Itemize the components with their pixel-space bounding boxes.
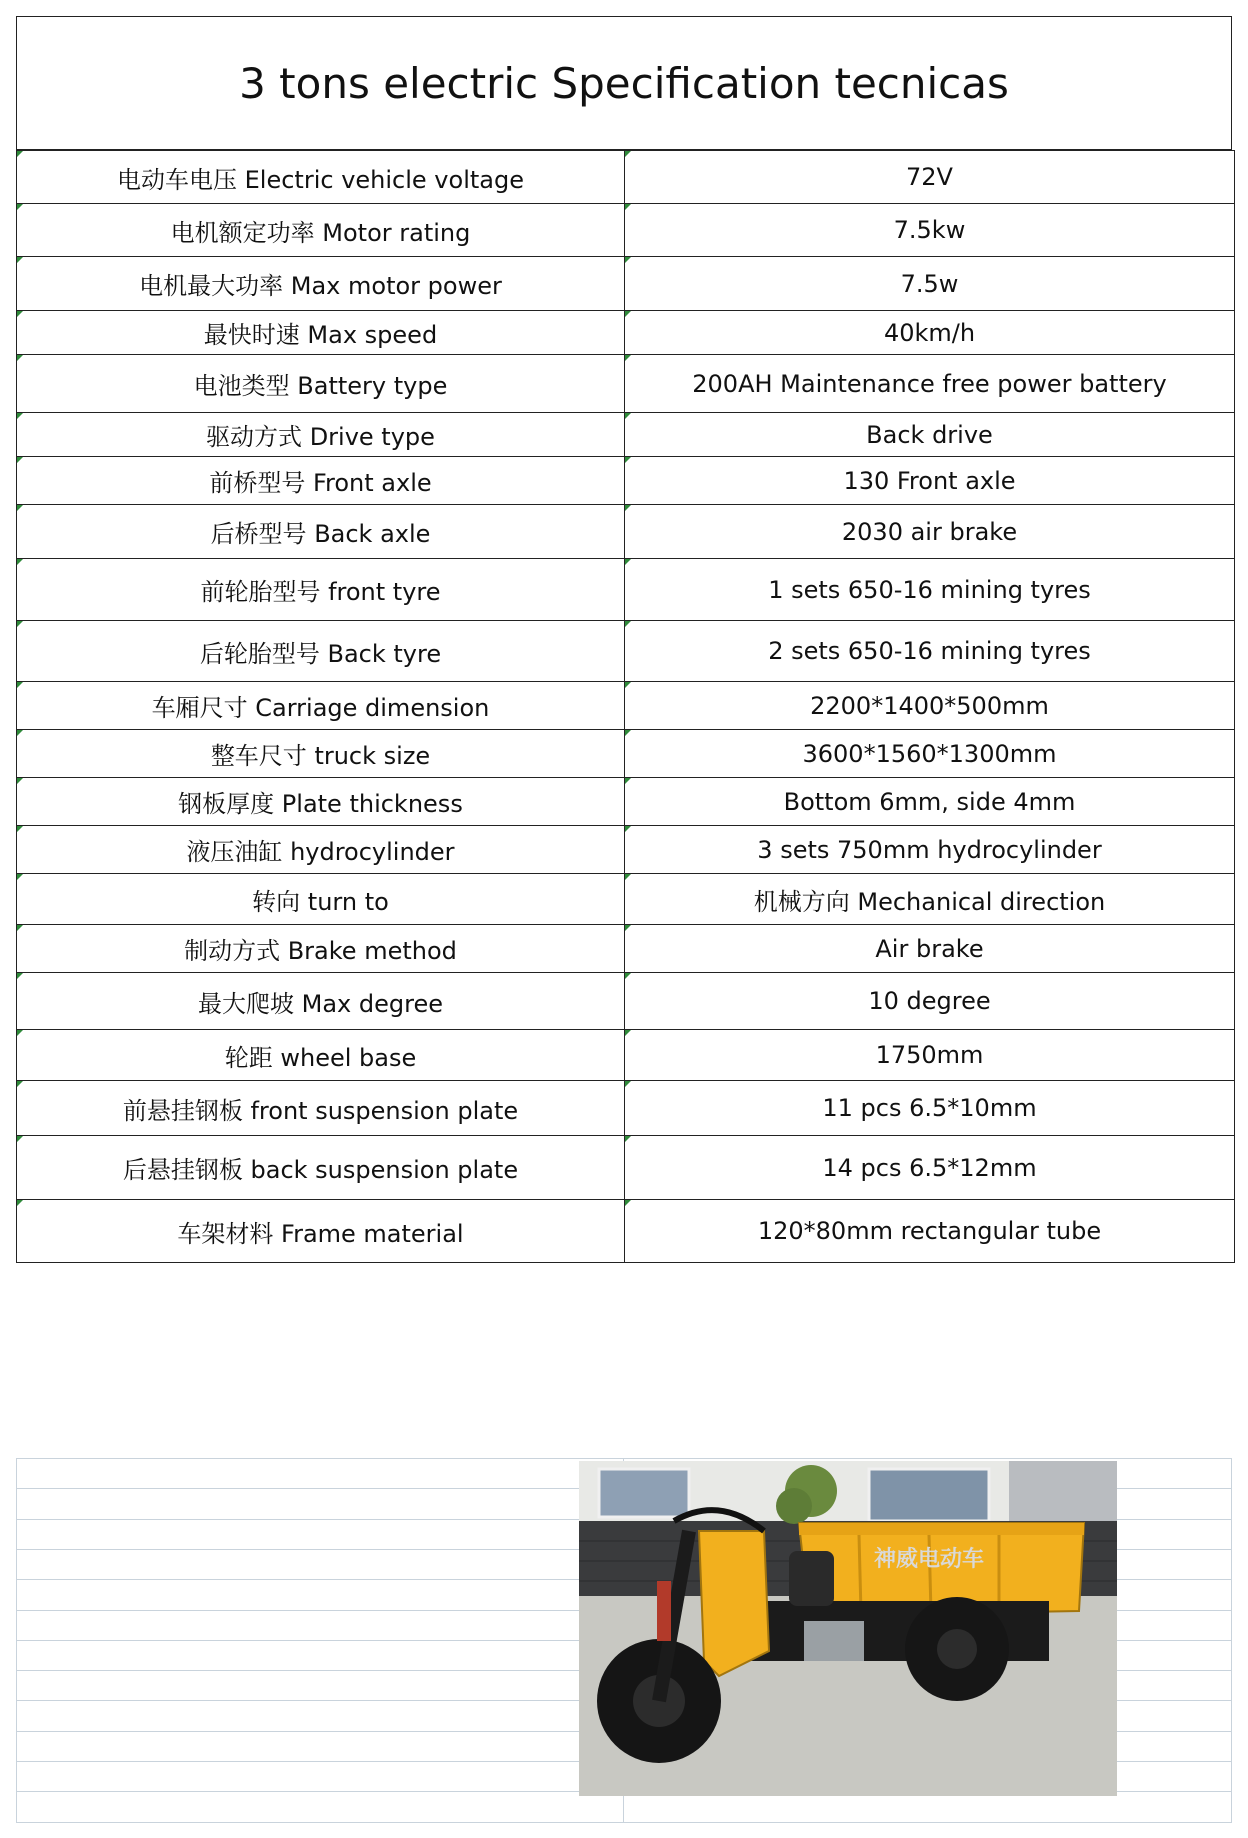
spec-value: 2030 air brake: [625, 505, 1235, 559]
spec-label: 后悬挂钢板 back suspension plate: [17, 1136, 625, 1200]
spec-value: 2200*1400*500mm: [625, 682, 1235, 730]
truck-body-text: 神威电动车: [873, 1547, 985, 1572]
spec-row: [17, 505, 1235, 559]
spec-value: 11 pcs 6.5*10mm: [625, 1081, 1235, 1136]
spec-label: 后轮胎型号 Back tyre: [17, 621, 625, 682]
spec-label: 电机最大功率 Max motor power: [17, 257, 625, 311]
spec-value: 机械方向 Mechanical direction: [625, 874, 1235, 925]
spec-row: [17, 973, 1235, 1030]
spec-value: 10 degree: [625, 973, 1235, 1030]
spec-row: [17, 457, 1235, 505]
spec-value: 1750mm: [625, 1030, 1235, 1081]
spec-row: [17, 311, 1235, 355]
spec-value: 1 sets 650-16 mining tyres: [625, 559, 1235, 621]
spec-label: 电机额定功率 Motor rating: [17, 204, 625, 257]
spec-label: 制动方式 Brake method: [17, 925, 625, 973]
spec-value: Air brake: [625, 925, 1235, 973]
spec-label: 转向 turn to: [17, 874, 625, 925]
spec-value: Back drive: [625, 413, 1235, 457]
spec-label: 电池类型 Battery type: [17, 355, 625, 413]
spec-row: [17, 559, 1235, 621]
spec-row: [17, 826, 1235, 874]
spec-label: 前桥型号 Front axle: [17, 457, 625, 505]
spec-row: [17, 151, 1235, 204]
spec-label: 驱动方式 Drive type: [17, 413, 625, 457]
spec-row: [17, 204, 1235, 257]
spec-label: 车厢尺寸 Carriage dimension: [17, 682, 625, 730]
grid-line: [16, 1458, 1232, 1459]
spec-label: 电动车电压 Electric vehicle voltage: [17, 151, 625, 204]
spec-row: [17, 874, 1235, 925]
spec-label: 整车尺寸 truck size: [17, 730, 625, 778]
spec-value: 3600*1560*1300mm: [625, 730, 1235, 778]
spec-row: [17, 1136, 1235, 1200]
spec-label: 液压油缸 hydrocylinder: [17, 826, 625, 874]
sheet-title: 3 tons electric Specification tecnicas: [16, 16, 1232, 150]
spec-value: 40km/h: [625, 311, 1235, 355]
electric-tricycle-dump-truck-image: [579, 1461, 1117, 1796]
spec-value: 72V: [625, 151, 1235, 204]
spec-row: [17, 355, 1235, 413]
spec-label: 钢板厚度 Plate thickness: [17, 778, 625, 826]
spec-label: 前轮胎型号 front tyre: [17, 559, 625, 621]
spec-value: 200AH Maintenance free power battery: [625, 355, 1235, 413]
spec-row: [17, 1081, 1235, 1136]
product-photo: [579, 1461, 1117, 1796]
spec-label: 最大爬坡 Max degree: [17, 973, 625, 1030]
spec-label: 轮距 wheel base: [17, 1030, 625, 1081]
grid-line: [16, 1822, 1232, 1823]
spec-value: 120*80mm rectangular tube: [625, 1200, 1235, 1263]
spec-row: [17, 925, 1235, 973]
spec-row: [17, 778, 1235, 826]
spec-value: 7.5kw: [625, 204, 1235, 257]
spec-row: [17, 1200, 1235, 1263]
spec-row: [17, 1030, 1235, 1081]
spec-value: 7.5w: [625, 257, 1235, 311]
spec-row: [17, 621, 1235, 682]
spec-row: [17, 257, 1235, 311]
spec-value: 14 pcs 6.5*12mm: [625, 1136, 1235, 1200]
grid-column-line: [1231, 1458, 1232, 1822]
spec-label: 前悬挂钢板 front suspension plate: [17, 1081, 625, 1136]
spec-value: 2 sets 650-16 mining tyres: [625, 621, 1235, 682]
spec-row: [17, 682, 1235, 730]
spec-row: [17, 413, 1235, 457]
spec-value: 3 sets 750mm hydrocylinder: [625, 826, 1235, 874]
grid-column-line: [16, 1458, 17, 1822]
spec-label: 车架材料 Frame material: [17, 1200, 625, 1263]
spec-table: [16, 150, 1235, 1263]
spec-label: 后桥型号 Back axle: [17, 505, 625, 559]
spec-row: [17, 730, 1235, 778]
spec-label: 最快时速 Max speed: [17, 311, 625, 355]
spec-value: 130 Front axle: [625, 457, 1235, 505]
spec-value: Bottom 6mm, side 4mm: [625, 778, 1235, 826]
